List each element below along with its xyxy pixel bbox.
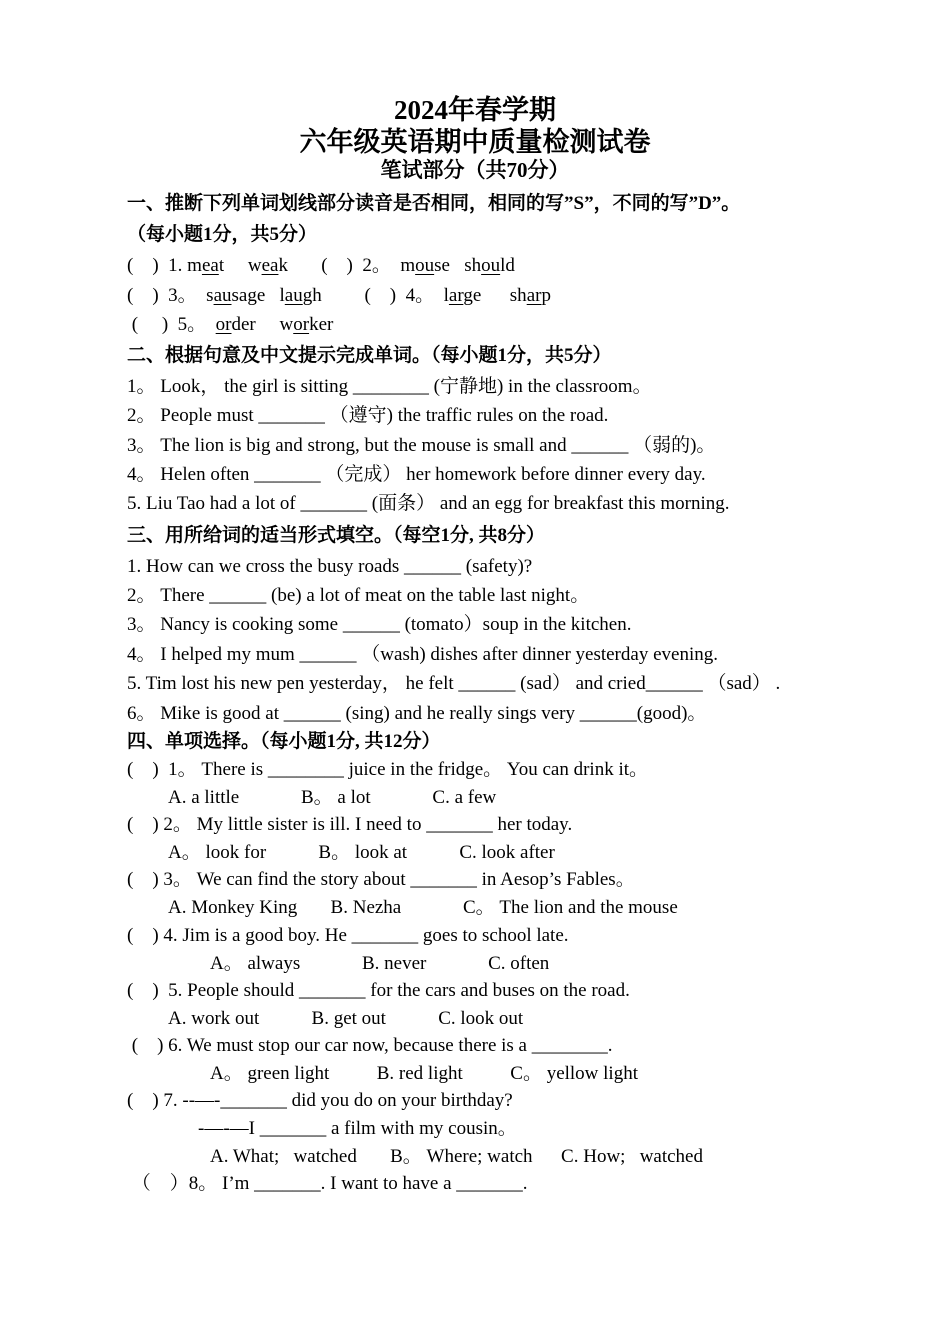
section2-question: 5. Liu Tao had a lot of _______ (面条） and an egg for breakfast this morning.: [127, 493, 730, 514]
exam-title-term: 2024年春学期: [394, 95, 556, 125]
section3-question: 1. How can we cross the busy roads ______ (safety)?: [127, 556, 533, 577]
section3-question: 3。 Nancy is cooking some ______ (tomato）soup in the kitchen.: [127, 614, 632, 635]
mc-question: ( ) 2。 My little sister is ill. I need to _______ her today.: [127, 814, 573, 835]
mc-options: A。 green light B. red light C。 yellow light: [210, 1063, 638, 1084]
exam-title-main: 六年级英语期中质量检测试卷: [299, 127, 651, 157]
mc-options: A. a little B。 a lot C. a few: [168, 787, 497, 808]
mc-question: ( ) 5. People should _______ for the cars and buses on the road.: [127, 980, 630, 1001]
section1-heading: 一、推断下列单词划线部分读音是否相同，相同的写”S”，不同的写”D”。: [127, 193, 741, 214]
mc-question: ( ) 7. --—-_______ did you do on your birthday?: [127, 1090, 513, 1111]
section2-heading: 二、根据句意及中文提示完成单词。（每小题1分，共5分）: [127, 345, 612, 366]
section3-question: 6。 Mike is good at ______ (sing) and he really sings very ______(good)。: [127, 703, 707, 724]
section2-question: 1。 Look， the girl is sitting ________ (宁静地) in the classroom。: [127, 376, 652, 397]
section1-score-note: （每小题1分，共5分）: [127, 224, 318, 245]
mc-options: A。 always B. never C. often: [210, 953, 550, 974]
mc-question: ( ) 6. We must stop our car now, because there is a ________.: [127, 1035, 613, 1056]
section3-question: 4。 I helped my mum ______ （wash) dishes after dinner yesterday evening.: [127, 644, 718, 665]
section2-question: 4。 Helen often _______ （完成） her homework before dinner every day.: [127, 464, 706, 485]
mc-question: （ ）8。 I’m _______. I want to have a _______.: [127, 1173, 528, 1194]
mc-options: A. Monkey King B. Nezha C。 The lion and the mouse: [168, 897, 678, 918]
phonics-row-1: ( ) 1. meat weak ( ) 2。 mouse should: [127, 255, 515, 276]
mc-question: ( ) 4. Jim is a good boy. He _______ goes to school late.: [127, 925, 569, 946]
phonics-row-2: ( ) 3。 sausage laugh ( ) 4。 large sharp: [127, 285, 551, 306]
section4-heading: 四、单项选择。（每小题1分, 共12分）: [127, 731, 441, 752]
phonics-row-3: ( ) 5。 order worker: [127, 314, 334, 335]
section3-question: 5. Tim lost his new pen yesterday， he felt ______ (sad） and cried______ （sad） .: [127, 673, 781, 694]
mc-options: A. What; watched B。 Where; watch C. How; watched: [210, 1146, 703, 1167]
mc-options: A。 look for B。 look at C. look after: [168, 842, 555, 863]
mc-question: ( ) 3。 We can find the story about _______ in Aesop’s Fables。: [127, 869, 635, 890]
section2-question: 3。 The lion is big and strong, but the mouse is small and ______ （弱的)。: [127, 435, 716, 456]
section2-question: 2。 People must _______ （遵守) the traffic rules on the road.: [127, 405, 609, 426]
section3-question: 2。 There ______ (be) a lot of meat on the table last night。: [127, 585, 590, 606]
mc-question-dialogue: -—-—I _______ a film with my cousin。: [198, 1118, 517, 1139]
mc-question: ( ) 1。 There is ________ juice in the fridge。 You can drink it。: [127, 759, 649, 780]
section3-heading: 三、用所给词的适当形式填空。（每空1分, 共8分）: [127, 525, 546, 546]
mc-options: A. work out B. get out C. look out: [168, 1008, 524, 1029]
exam-title-written-part: 笔试部分（共70分）: [380, 158, 570, 182]
